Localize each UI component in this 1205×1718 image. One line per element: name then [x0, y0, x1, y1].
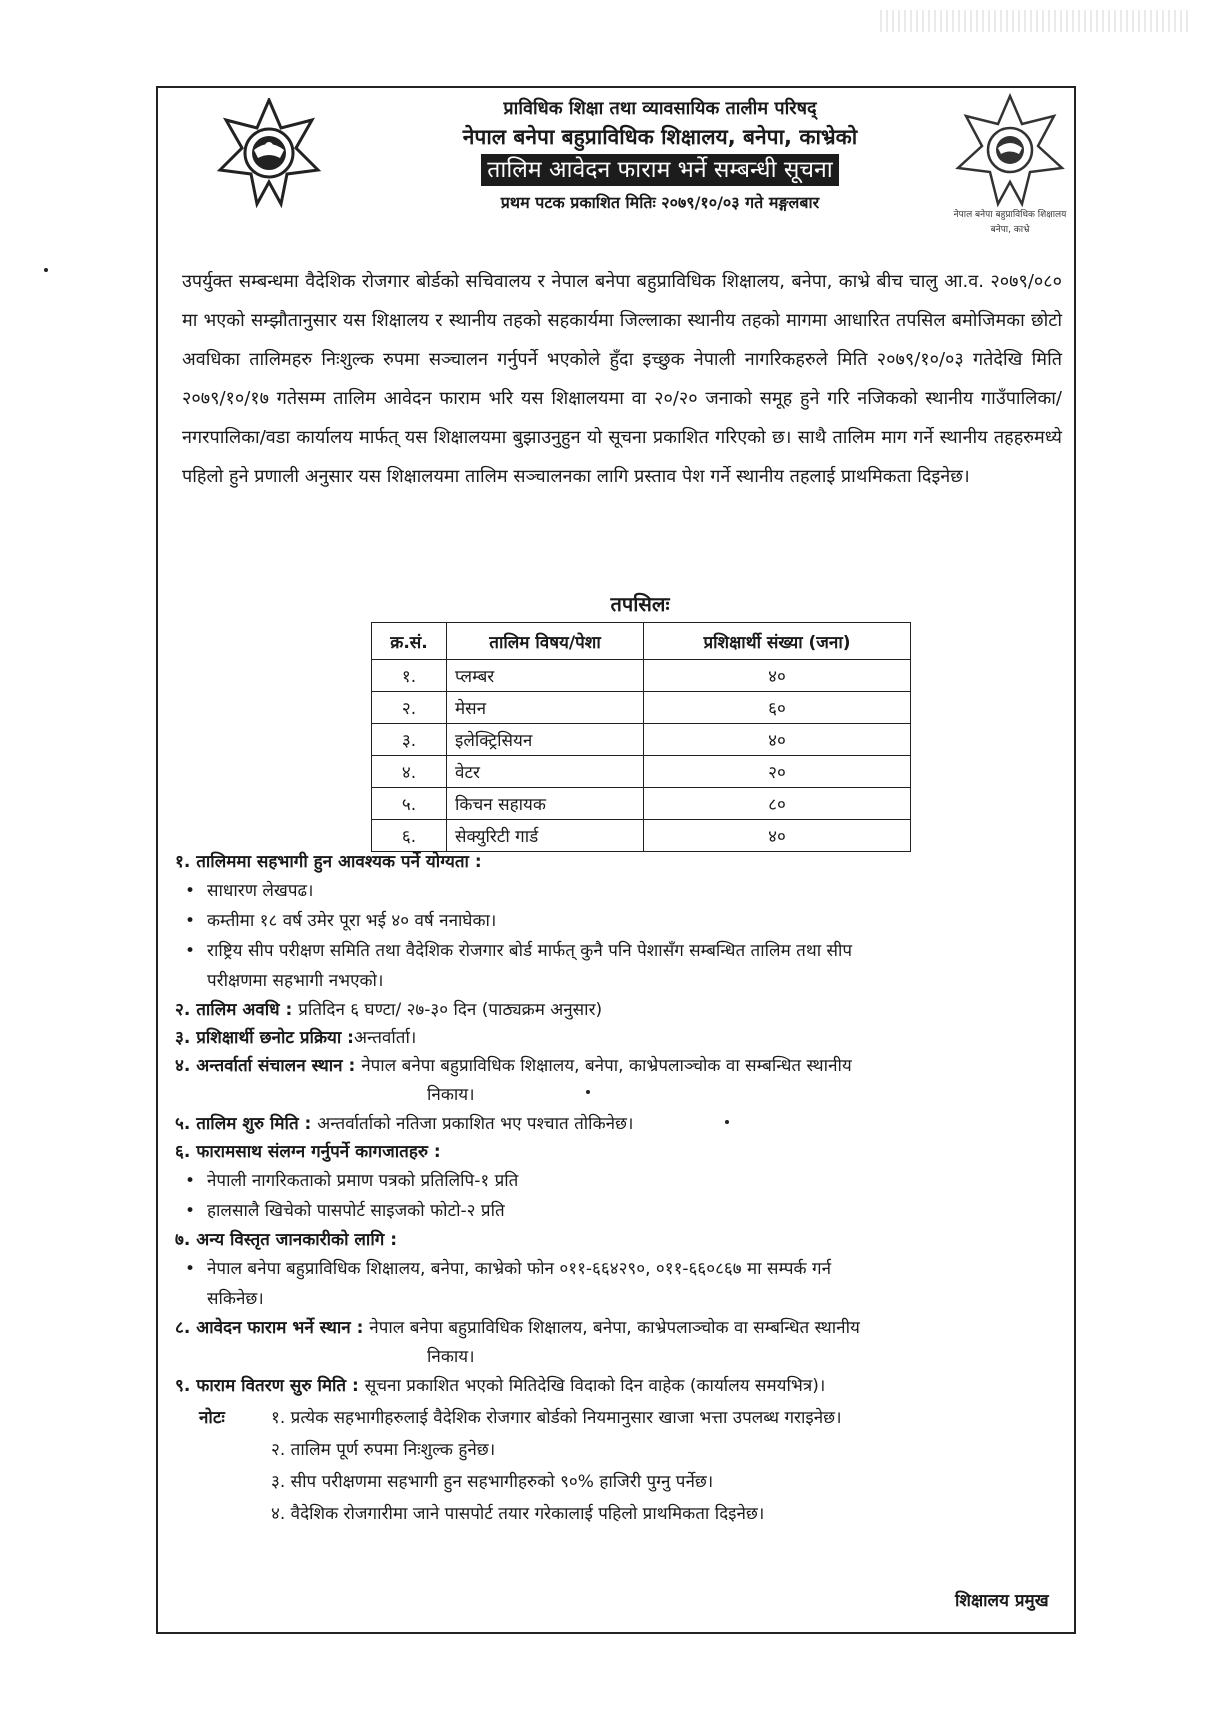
section-selection: ३. प्रशिक्षार्थी छनोट प्रक्रिया :अन्तर्वार्ता।: [175, 1028, 417, 1048]
council-name: प्राविधिक शिक्षा तथा व्यावसायिक तालीम परिषद्: [503, 98, 817, 119]
bullet-icon: •: [185, 1259, 196, 1279]
row-subject: सेक्युरिटी गार्ड: [447, 820, 644, 852]
bullet-icon: •: [185, 911, 196, 931]
note-item: ४. वैदेशिक रोजगारीमा जाने पासपोर्ट तयार गरेकालाई पहिलो प्राथमिकता दिइनेछ।: [271, 1504, 765, 1524]
section-start-date: ५. तालिम शुरु मिति : अन्तर्वार्ताको नतिजा प्रकाशित भए पश्चात तोकिनेछ।: [175, 1114, 634, 1134]
intro-text: उपर्युक्त सम्बन्धमा वैदेशिक रोजगार बोर्डको सचिवालय र नेपाल बनेपा बहुप्राविधिक शिक्षालय, बनेपा, काभ्रे बीच चालु आ.व. २०७९/०८० मा भएको सम्झौतानुसार यस शिक्षालय र स्थानीय तहको सहकार्यमा जिल्लाका स्थानीय तहको मागमा आधारित तपसिल बमोजिमका छोटो अवधिका तालिमहरु निःशुल्क रुपमा सञ्चालन गर्नुपर्ने भएकोले हुँदा इच्छुक नेपाली नागरिकहरुले मिति २०७९/१०/०३ गतेदेखि मिति २०७९/१०/१७ गतेसम्म तालिम आवेदन फाराम भरि यस शिक्षालयमा वा २०/२० जनाको समूह हुने गरि नजिकको स्थानीय गाउँपालिका/नगरपालिका/वडा कार्यालय मार्फत् यस शिक्षालयमा बुझाउनुहुन यो सूचना प्रकाशित गरिएको छ। साथै तालिम माग गर्ने स्थानीय तहहरुमध्ये पहिलो हुने प्रणाली अनुसार यस शिक्षालयमा तालिम सञ्चालनका लागि प्रस्ताव पेश गर्ने स्थानीय तहलाई प्राथमिकता दिइनेछ।: [182, 271, 1062, 487]
list-item: • नेपाली नागरिकताको प्रमाण पत्रको प्रतिलिपि-१ प्रति: [175, 1166, 1065, 1196]
section-distribution-date: ९. फाराम वितरण सुरु मिति : सूचना प्रकाशित भएको मितिदेखि विदाको दिन वाहेक (कार्यालय समयभित्र)।: [175, 1376, 826, 1396]
notes-block: [175, 1402, 1065, 1530]
table-header-row: [372, 623, 911, 660]
row-serial: १.: [372, 660, 447, 692]
list-item: • कम्तीमा १८ वर्ष उमेर पूरा भई ४० वर्ष ननाघेका।: [175, 906, 1065, 936]
scan-speck: [725, 1120, 729, 1124]
row-count: ६०: [644, 692, 911, 724]
row-count: ४०: [644, 820, 911, 852]
row-serial: २.: [372, 692, 447, 724]
section-documents-title: ६. फारामसाथ संलग्न गर्नुपर्ने कागजातहरु :: [175, 1142, 441, 1162]
row-serial: ५.: [372, 788, 447, 820]
bullet-icon: •: [185, 1171, 196, 1191]
row-count: ४०: [644, 660, 911, 692]
list-item-continued: सकिनेछ।: [207, 1289, 264, 1309]
list-item-continued: परीक्षणमा सहभागी नभएको।: [207, 971, 384, 991]
training-table: [371, 622, 911, 852]
list-item: • साधारण लेखपढ।: [175, 876, 1065, 906]
section-eligibility-title: १. तालिममा सहभागी हुन आवश्यक पर्ने योग्यता :: [175, 852, 482, 872]
publish-date: प्रथम पटक प्रकाशित मितिः २०७९/१०/०३ गते मङ्गलबार: [500, 193, 820, 212]
row-subject: किचन सहायक: [447, 788, 644, 820]
signature-title: शिक्षालय प्रमुख: [955, 1591, 1049, 1611]
row-serial: ४.: [372, 756, 447, 788]
scan-speck: [44, 268, 48, 272]
stamp-place: बनेपा, काभ्रे: [990, 225, 1030, 235]
table-row: [372, 724, 911, 756]
table-row: [372, 820, 911, 852]
table-row: [372, 660, 911, 692]
col-subject: तालिम विषय/पेशा: [447, 623, 644, 660]
notice-title: तालिम आवेदन फाराम भर्ने सम्बन्धी सूचना: [481, 154, 838, 186]
row-count: २०: [644, 756, 911, 788]
stamp-text: नेपाल बनेपा बहुप्राविधिक शिक्षालय: [953, 210, 1067, 220]
note-item: २. तालिम पूर्ण रुपमा निःशुल्क हुनेछ।: [271, 1440, 496, 1460]
col-count: प्रशिक्षार्थी संख्या (जना): [644, 623, 911, 660]
section-contact-title: ७. अन्य विस्तृत जानकारीको लागि :: [175, 1230, 398, 1250]
bullet-icon: •: [185, 881, 196, 901]
note-item: ३. सीप परीक्षणमा सहभागी हुन सहभागीहरुको ९०% हाजिरी पुग्नु पर्नेछ।: [271, 1472, 714, 1492]
list-item: • राष्ट्रिय सीप परीक्षण समिति तथा वैदेशिक रोजगार बोर्ड मार्फत् कुनै पनि पेशासँग सम्बन्धित तालिम तथा सीप: [175, 936, 1065, 966]
notice-header: [380, 96, 940, 216]
notice-sections: [175, 848, 1065, 1530]
bullet-icon: •: [185, 941, 196, 961]
note-item: नोटः १. प्रत्येक सहभागीहरुलाई वैदेशिक रोजगार बोर्डको नियमानुसार खाजा भत्ता उपलब्ध गराइनेछ।: [175, 1402, 1065, 1434]
list-item: • हालसालै खिचेको पासपोर्ट साइजको फोटो-२ प्रति: [175, 1196, 1065, 1226]
section-interview-place-cont: निकाय।: [427, 1085, 475, 1105]
section-form-place-cont: निकाय।: [427, 1347, 475, 1367]
row-subject: मेसन: [447, 692, 644, 724]
table-row: [372, 756, 911, 788]
intro-paragraph: [182, 262, 1062, 496]
row-count: ८०: [644, 788, 911, 820]
row-serial: ३.: [372, 724, 447, 756]
table-row: [372, 692, 911, 724]
notes-label: नोटः: [199, 1408, 225, 1428]
col-serial: क्र.सं.: [372, 623, 447, 660]
section-interview-place: ४. अन्तर्वार्ता संचालन स्थान : नेपाल बनेपा बहुप्राविधिक शिक्षालय, बनेपा, काभ्रेपलाञ्चोक वा सम्बन्धित स्थानीय: [175, 1056, 852, 1076]
scan-noise: [880, 10, 1190, 32]
school-name: नेपाल बनेपा बहुप्राविधिक शिक्षालय, बनेपा, काभ्रेको: [462, 125, 858, 149]
row-subject: वेटर: [447, 756, 644, 788]
row-subject: इलेक्ट्रिसियन: [447, 724, 644, 756]
school-stamp-icon: [950, 92, 1070, 242]
row-serial: ६.: [372, 820, 447, 852]
row-subject: प्लम्बर: [447, 660, 644, 692]
scan-speck: [586, 1090, 590, 1094]
section-form-place: ८. आवेदन फाराम भर्ने स्थान : नेपाल बनेपा बहुप्राविधिक शिक्षालय, बनेपा, काभ्रेपलाञ्चोक वा सम्बन्धित स्थानीय: [175, 1318, 860, 1338]
list-item: • नेपाल बनेपा बहुप्राविधिक शिक्षालय, बनेपा, काभ्रेको फोन ०११-६६४२९०, ०११-६६०८६७ मा सम्पर्क गर्न: [175, 1254, 1065, 1284]
table-title: तपसिलः: [610, 592, 670, 616]
section-duration: २. तालिम अवधि : प्रतिदिन ६ घण्टा/ २७-३० दिन (पाठ्यक्रम अनुसार): [175, 1000, 603, 1020]
bullet-icon: •: [185, 1201, 196, 1221]
table-row: [372, 788, 911, 820]
row-count: ४०: [644, 724, 911, 756]
nepal-emblem-icon: [214, 98, 324, 208]
